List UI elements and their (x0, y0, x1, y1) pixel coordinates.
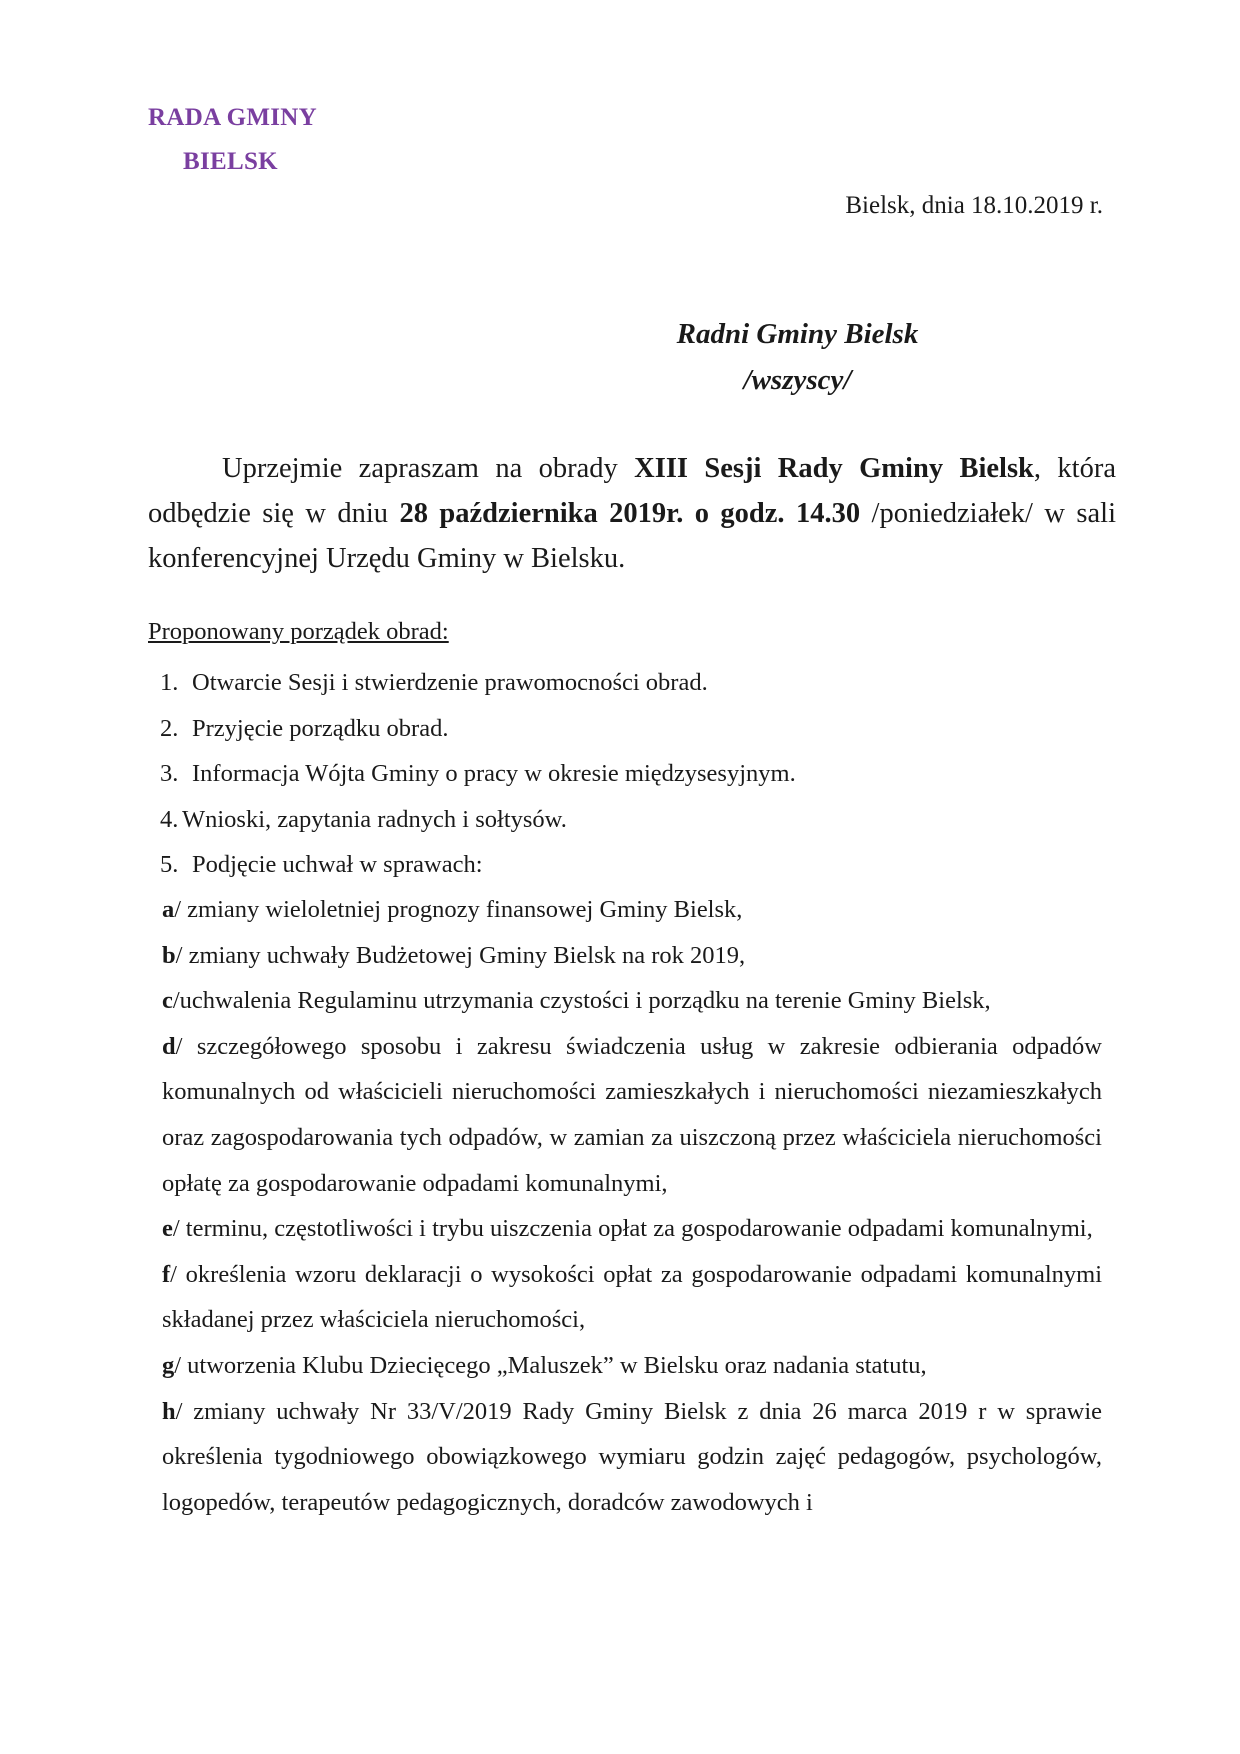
agenda-item-text: Otwarcie Sesji i stwierdzenie prawomocności obrad. (192, 669, 708, 696)
resolution-list (162, 887, 1102, 1525)
resolution-item (162, 1343, 1102, 1389)
agenda-item-number: 3. (160, 760, 179, 788)
resolution-text: / określenia wzoru deklaracji o wysokości opłat za gospodarowanie odpadami komunalnymi składanej przez właściciela nieruchomości, (162, 1260, 1102, 1334)
resolution-item (162, 1206, 1102, 1252)
agenda-item-text: Przyjęcie porządku obrad. (192, 714, 449, 742)
intro-session-name: XIII Sesji Rady Gminy Bielsk (634, 453, 1034, 484)
org-name-line1: RADA GMINY (148, 104, 317, 131)
agenda-item (160, 660, 1100, 706)
agenda-item-number: 4. (160, 805, 179, 833)
resolution-letter: c (162, 987, 173, 1015)
resolution-letter: h (162, 1397, 176, 1425)
resolution-text: / zmiany uchwały Nr 33/V/2019 Rady Gminy Bielsk z dnia 26 marca 2019 r w sprawie określenia tygodniowego obowiązkowego wymiaru godzin zajęć pedagogów, psychologów, logopedów, terapeutów pedagogicznych, doradców zawodowych i (162, 1397, 1102, 1516)
resolution-letter: a (162, 896, 175, 923)
resolution-text: / zmiany wieloletniej prognozy finansowej Gminy Bielsk, (174, 896, 743, 923)
addressee-line1: Radni Gminy Bielsk (676, 318, 919, 350)
resolution-text: / terminu, częstotliwości i trybu uiszczenia opłat za gospodarowanie odpadami komunalnymi, (172, 1215, 1093, 1243)
org-name-line2: BIELSK (183, 148, 278, 175)
agenda-item (160, 751, 1100, 797)
resolution-text: / szczegółowego sposobu i zakresu świadczenia usług w zakresie odbierania odpadów komunalnych od właścicieli nieruchomości zamieszkałych i nieruchomości niezamieszkałych oraz zagospodarowania tych odpadów, w zamian za uiszczoną przez właściciela nieruchomości opłatę za gospodarowanie odpadami komunalnymi, (162, 1032, 1102, 1197)
agenda-item-number: 5. (160, 851, 179, 879)
resolution-letter: e (162, 1215, 173, 1243)
agenda-item-number: 2. (160, 714, 179, 742)
agenda-item-text: Podjęcie uchwał w sprawach: (192, 851, 483, 879)
agenda-item-text: Wnioski, zapytania radnych i sołtysów. (182, 805, 567, 833)
agenda-item-text: Informacja Wójta Gminy o pracy w okresie międzysesyjnym. (192, 760, 796, 788)
agenda-item-number: 1. (160, 669, 179, 696)
resolution-letter: b (162, 941, 176, 969)
document-date: Bielsk, dnia 18.10.2019 r. (845, 192, 1103, 219)
resolution-item (162, 1252, 1102, 1343)
resolution-letter: f (162, 1260, 171, 1288)
resolution-text: /uchwalenia Regulaminu utrzymania czystości i porządku na terenie Gminy Bielsk, (172, 987, 991, 1015)
invitation-paragraph (148, 446, 1116, 581)
resolution-text: / utworzenia Klubu Dziecięcego „Maluszek” w Bielsku oraz nadania statutu, (174, 1351, 927, 1379)
resolution-item (162, 933, 1102, 979)
agenda-title: Proponowany porządek obrad: (148, 618, 449, 645)
intro-session-datetime: 28 października 2019r. o godz. 14.30 (399, 498, 861, 529)
intro-text-3: /poniedziałek/ w sali konferencyjnej Urzędu Gminy w Bielsku. (148, 498, 1116, 574)
resolution-text: / zmiany uchwały Budżetowej Gminy Bielsk na rok 2019, (175, 941, 746, 969)
resolution-item (162, 1024, 1102, 1206)
resolution-item (162, 978, 1102, 1024)
resolution-letter: g (162, 1351, 175, 1379)
agenda-item (160, 797, 1100, 843)
agenda-list (160, 660, 1100, 888)
agenda-item (160, 842, 1100, 888)
agenda-item (160, 706, 1100, 752)
resolution-letter: d (162, 1032, 176, 1060)
intro-text-1: Uprzejmie zapraszam na obrady (222, 453, 635, 484)
resolution-item (162, 1389, 1102, 1526)
addressee-line2: /wszyscy/ (743, 364, 852, 396)
resolution-item (162, 887, 1102, 933)
intro-text-2: , która odbędzie się w dniu (148, 453, 1116, 529)
